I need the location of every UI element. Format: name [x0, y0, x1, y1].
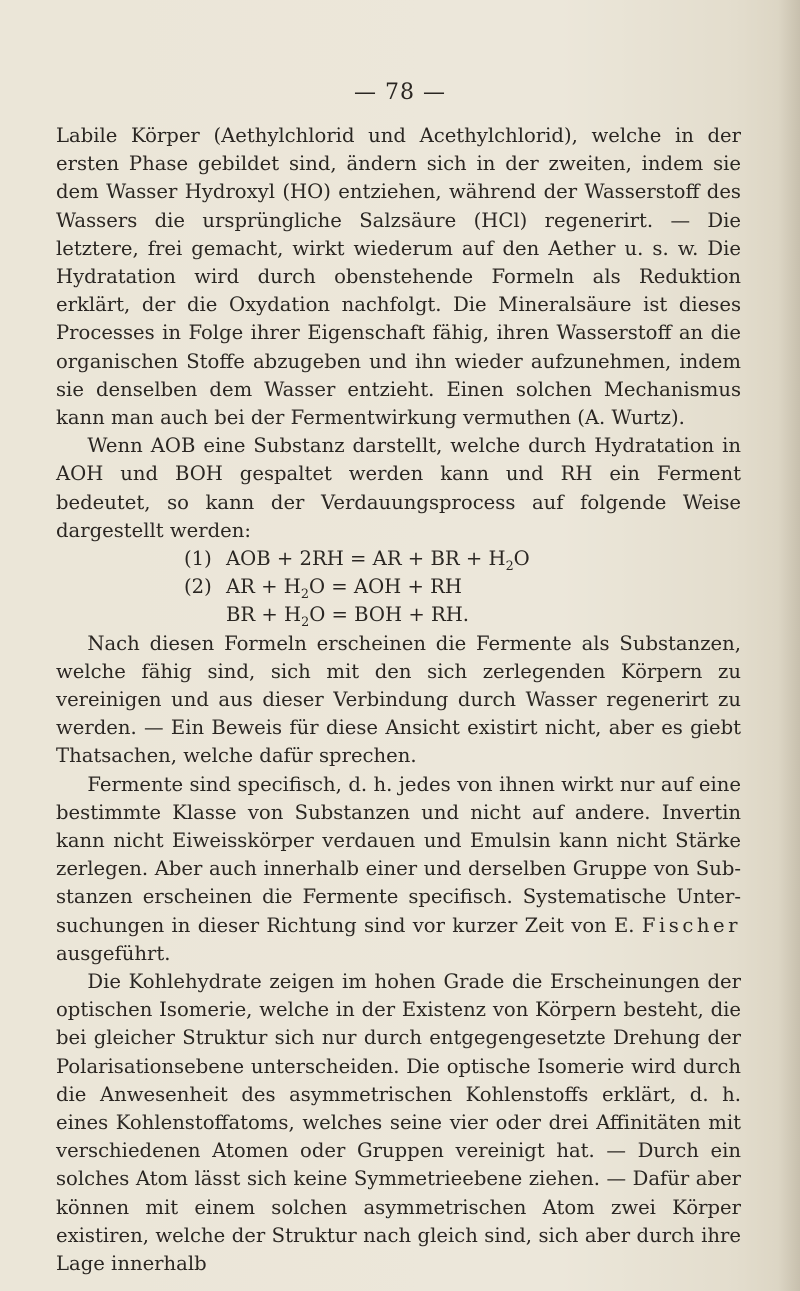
paragraph-kohlehydrate: Die Kohlehydrate zeigen im hohen Grade die Erscheinungen der optischen Isomerie, welche in der Existenz von Körpern besteht, die bei gleicher Struktur sich nur durch entgegengesetzte Drehung der Polarisationsebene unterscheiden. Die optische Isomerie wird durch die Anwesenheit des asymmetrischen Kohlenstoffs erklärt, d. h. eines Kohlenstoffatoms, welches seine vier oder drei Affinitäten mit verschiedenen Atomen oder Gruppen vereinigt hat. — Durch ein solches Atom lässt sich keine Symmetrieebene ziehen. — Dafür aber können mit einem solchen asymmetrischen Atom zwei Körper existiren, welche der Struktur nach gleich sind, sich aber durch ihre Lage innerhalb — [56, 970, 741, 1276]
equation-2 — [184, 573, 741, 601]
paragraph-labile-koerper: Labile Körper (Aethylchlorid und Acethylchlorid), welche in der ersten Phase gebildet sind, ändern sich in der zweiten, indem sie dem Wasser Hydroxyl (HO) entziehen, während der Wasserstoff des Wassers die ursprüngliche Salzsäure (HCl) regenerirt. — Die letztere, frei gemacht, wirkt wiederum auf den Aether u. s. w. Die Hydratation wird durch obenstehende Formeln als Reduktion erklärt, der die Oxydation nachfolgt. Die Mineralsäure ist dieses Processes in Folge ihrer Eigenschaft fähig, ihren Wasserstoff an die organischen Stoffe abzugeben und ihn wieder aufzunehmen, indem sie denselben dem Wasser entzieht. Einen solchen Mechanismus kann man auch bei der Fermentwirkung vermuthen (A. Wurtz). — [56, 124, 741, 430]
equation-block — [184, 545, 741, 630]
main-text — [56, 122, 741, 1278]
equation-body: BR + $H_2O$ = BOH + RH. — [226, 603, 470, 631]
page-number: — 78 — — [354, 80, 446, 105]
paragraph-nach-diesen-formeln: Nach diesen Formeln erscheinen die Fermente als Substanzen, welche fähig sind, sich mit den sich zerlegenden Körpern zu vereinigen und aus dieser Verbindung durch Wasser regenerirt zu werden. — Ein Beweis für diese Ansicht existirt nicht, aber es giebt Thatsachen, welche dafür sprechen. — [56, 631, 741, 768]
paragraph-aob-substanz: Wenn AOB eine Substanz darstellt, welche durch Hydratation in AOH und BOH gespaltet werden kann und RH ein Ferment bedeutet, so kann der Verdauungsprocess auf folgende Weise dargestellt werden: — [56, 434, 741, 542]
equation-3 — [184, 601, 741, 629]
equation-body: AR + $H_2O$ = AOH + RH — [226, 575, 462, 603]
paragraph-fermente-specifisch: Fermente sind specifisch, d. h. jedes von ihnen wirkt nur auf eine bestimmte Klasse von Substanzen und nicht auf andere. Invertin kann nicht Eiweisskörper verdauen und Emulsin kann nicht Stärke zerlegen. Aber auch innerhalb einer und derselben Gruppe von Substanzen erscheinen die Fermente specifisch. Systematische Untersuchungen in dieser Richtung sind vor kurzer Zeit von E. Fischer ausgeführt. — [56, 772, 741, 965]
author-name-fischer: Fischer — [641, 913, 741, 937]
equation-number: (2) — [184, 575, 212, 599]
equation-number: (1) — [184, 547, 212, 571]
page-edge-shadow — [778, 0, 800, 1291]
equation-body: AOB + 2RH = AR + BR + $H_2O$ — [226, 547, 530, 574]
equation-1 — [184, 545, 741, 573]
